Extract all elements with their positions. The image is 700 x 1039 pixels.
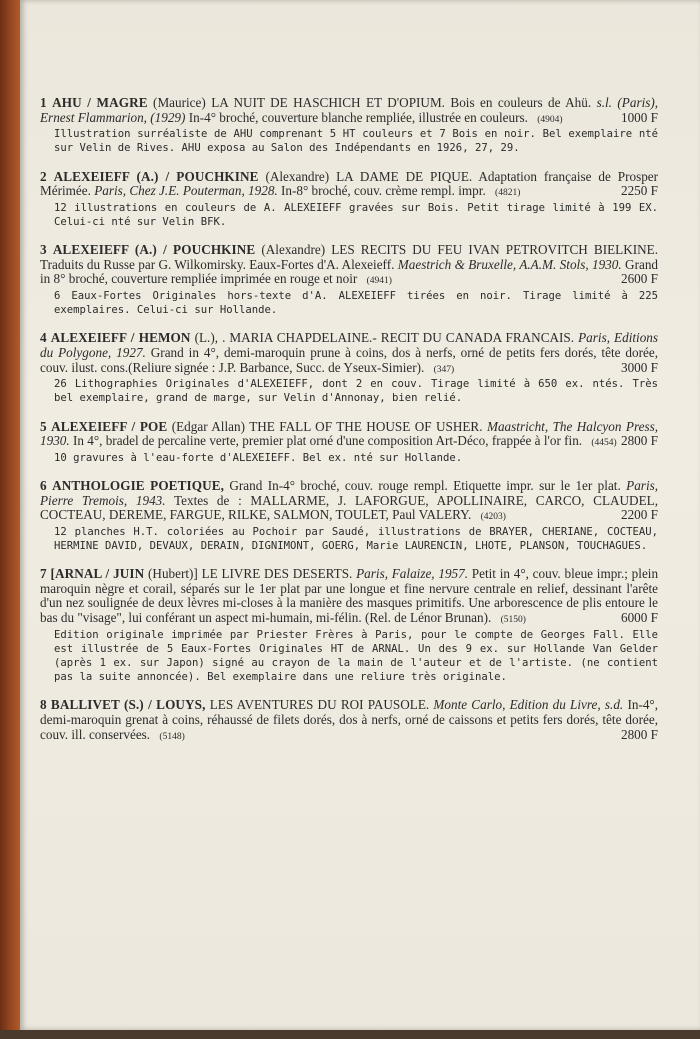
entry-description: [40, 243, 658, 289]
entry-description: [40, 567, 658, 627]
entry-heading: ALEXEIEFF (A.) / POUCHKINE: [52, 242, 256, 258]
entry-code: (347): [433, 364, 455, 375]
entry-note: Illustration surréaliste de AHU comprenant 5 HT couleurs et 7 Bois en noir. Bel exemplaire nté sur Velin de Rives. AHU exposa au Salon des Indépendants en 1926, 27, 29.: [54, 128, 658, 155]
entry-imprint: Paris, Chez J.E. Pouterman, 1928.: [94, 183, 278, 199]
entry-title: LA NUIT DE HASCHICH ET D'OPIUM.: [211, 95, 445, 110]
catalogue-entry: [40, 479, 658, 553]
entry-code: (5150): [500, 614, 526, 625]
entry-heading: ALEXEIEFF / POE: [51, 418, 168, 434]
entry-pre: Bois en couleurs de Ahü.: [450, 95, 592, 110]
entry-details: In-4° broché, couverture blanche rempliée, illustrée en couleurs.: [188, 109, 528, 125]
entry-imprint: Maestrich & Bruxelle, A.A.M. Stols, 1930.: [397, 256, 622, 272]
entry-number: 5: [40, 418, 47, 434]
entry-author: (Hubert)]: [148, 566, 198, 582]
entry-details: Grand in 4°, demi-maroquin prune à coins, dos à nerfs, orné de petits fers dorés, tête dorée, couv. ilust. cons.(Reliure signée : J.P. Barbance, Succ. de Yseux-Simier).: [40, 344, 658, 375]
catalogue-entry: [40, 170, 658, 230]
entry-note: 6 Eaux-Fortes Originales hors-texte d'A. ALEXEIEFF tirées en noir. Tirage limité à 225 exemplaires. Celui-ci sur Hollande.: [54, 289, 658, 317]
entry-heading: ANTHOLOGIE POETIQUE,: [52, 477, 224, 493]
entry-description: [40, 420, 658, 451]
entry-price: 3000 F: [620, 359, 658, 375]
catalogue-listing: [40, 96, 658, 758]
entry-code: (4203): [480, 512, 506, 523]
entry-heading: ALEXEIEFF / HEMON: [50, 330, 191, 346]
entry-imprint: s.l. (Paris), Ernest Flammarion, (1929): [40, 95, 659, 125]
entry-number: 3: [40, 242, 47, 258]
entry-imprint: Paris, Editions du Polygone, 1927.: [40, 330, 659, 360]
entry-heading: ALEXEIEFF (A.) / POUCHKINE: [53, 168, 259, 184]
entry-description: [40, 331, 658, 377]
entry-imprint: Monte Carlo, Edition du Livre, s.d.: [433, 697, 624, 713]
entry-number: 7: [40, 566, 47, 582]
entry-price: 2800 F: [620, 433, 658, 449]
entry-author: (Edgar Allan): [171, 418, 245, 434]
entry-code: (4821): [495, 188, 521, 199]
catalogue-entry: [40, 243, 658, 317]
entry-note: 12 illustrations en couleurs de A. ALEXEIEFF gravées sur Bois. Petit tirage limité à 199 EX. Celui-ci nté sur Velin BFK.: [54, 201, 658, 228]
entry-details: In 4°, bradel de percaline verte, premier plat orné d'une composition Art-Déco, frappée à l'or fin.: [72, 433, 583, 449]
entry-imprint: Paris, Pierre Tremois, 1943.: [40, 477, 659, 508]
entry-details: Grand in 8° broché, couverture rempliée imprimée en rouge et noir: [40, 256, 659, 287]
entry-note: 12 planches H.T. coloriées au Pochoir par Saudé, illustrations de BRAYER, CHERIANE, COCTEAU, HERMINE DAVID, DEVAUX, DERAIN, DIGNIMONT, GOERG, Marie LAURENCIN, LHOTE, PLANSON, TOUCHAGUES.: [54, 525, 658, 552]
entry-title: . MARIA CHAPDELAINE.- RECIT DU CANADA FRANCAIS.: [222, 330, 575, 346]
entry-note: 10 gravures à l'eau-forte d'ALEXEIEFF. Bel ex. nté sur Hollande.: [54, 451, 463, 464]
entry-number: 8: [40, 697, 47, 713]
entry-code: (4904): [537, 114, 563, 125]
entry-note: 26 Lithographies Originales d'ALEXEIEFF, dont 2 en couv. Tirage limité à 650 ex. ntés. Très bel exemplaire, grand de marge, sur Velin d'Annonay, bien relié.: [54, 378, 658, 405]
entry-title: LES RECITS DU FEU IVAN PETROVITCH BIELKINE.: [331, 242, 659, 258]
entry-heading: [ARNAL / JUIN: [50, 566, 145, 582]
entry-title: LES AVENTURES DU ROI PAUSOLE.: [209, 697, 430, 713]
entry-author: (Alexandre): [265, 168, 330, 184]
entry-price: 6000 F: [620, 609, 658, 625]
entry-pre: Grand In-4° broché, couv. rouge rempl. Etiquette impr. sur le 1er plat.: [229, 477, 621, 493]
entry-number: 6: [40, 477, 47, 493]
entry-details: Petit in 4°, couv. bleue impr.; plein maroquin nègre et corail, séparés sur le 1er plat par une longue et fine nervure centrale en relief, dessinant l'arête d'un nez soulignée de deux lèvres mi-closes à la manière des masques primitifs. Une arborescence de plis entoure le bas du "visage", lui conférant un aspect mi-humain, mi-félin. (Rel. de Lénor Brunan).: [40, 566, 659, 625]
entry-details: In-4°, demi-maroquin grenat à coins, réhaussé de filets dorés, dos à nerfs, orné de caissons et petits fers dorés, tête dorée, couv. ill. conservées.: [40, 697, 658, 742]
entry-author: (L.),: [194, 330, 219, 346]
entry-details: In-8° broché, couv. crème rempl. impr.: [281, 183, 486, 199]
entry-number: 1: [40, 95, 47, 110]
entry-price: 2800 F: [620, 726, 658, 742]
entry-details: Textes de : MALLARME, J. LAFORGUE, APOLLINAIRE, CARCO, CLAUDEL, COCTEAU, DEREME, FARGUE, RILKE, SALMON, TOULET, Paul VALERY.: [40, 492, 658, 523]
entry-title: LE LIVRE DES DESERTS.: [201, 566, 353, 582]
entry-description: [40, 170, 658, 201]
entry-pre: Traduits du Russe par G. Wilkomirsky. Eaux-Fortes d'A. Alexeieff.: [40, 256, 395, 272]
entry-description: [40, 96, 658, 127]
entry-heading: AHU / MAGRE: [52, 95, 148, 110]
entry-description: [40, 698, 658, 744]
entry-number: 4: [40, 330, 47, 346]
entry-price: 2600 F: [620, 271, 658, 287]
entry-title: THE FALL OF THE HOUSE OF USHER.: [249, 418, 483, 434]
entry-price: 1000 F: [620, 109, 658, 125]
entry-imprint: Maastricht, The Halcyon Press, 1930.: [40, 418, 659, 449]
entry-number: 2: [40, 168, 47, 184]
catalogue-entry: [40, 698, 658, 744]
entry-note: Edition originale imprimée par Priester Frères à Paris, pour le compte de Georges Fall. Elle est illustrée de 5 Eaux-Fortes Originales HT de ARNAL. Un des 9 ex. sur Hollande Van Gelder (après 1 ex. sur Japon) signé au crayon de la main de l'auteur et de l'artiste. (ne contient pas la suite annoncée). Bel exemplaire dans une reliure très originale.: [54, 628, 658, 684]
catalogue-entry: [40, 96, 658, 156]
page-bottom-edge: [0, 1030, 700, 1039]
entry-price: 2200 F: [620, 507, 658, 523]
catalogue-entry: [40, 567, 658, 684]
entry-code: (5148): [159, 731, 185, 742]
entry-title: LA DAME DE PIQUE.: [336, 168, 473, 184]
entry-code: (4454): [591, 438, 617, 449]
entry-code: (4941): [366, 276, 392, 287]
entry-heading: BALLIVET (S.) / LOUYS,: [50, 697, 206, 713]
entry-price: 2250 F: [620, 183, 658, 199]
book-spine: [0, 0, 22, 1039]
catalogue-entry: [40, 331, 658, 405]
entry-author: (Maurice): [153, 95, 206, 110]
entry-author: (Alexandre): [261, 242, 326, 258]
catalogue-entry: [40, 420, 658, 465]
entry-pre: Adaptation française de Prosper Mérimée.: [40, 168, 659, 199]
entry-description: [40, 479, 658, 525]
entry-imprint: Paris, Falaize, 1957.: [356, 566, 469, 582]
